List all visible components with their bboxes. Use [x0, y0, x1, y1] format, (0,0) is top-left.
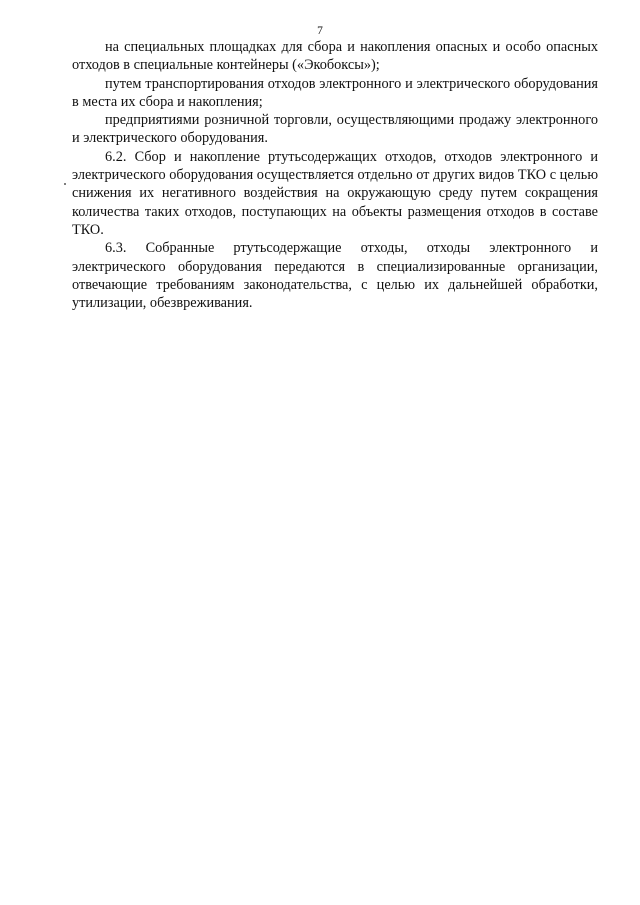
page-number: 7 — [317, 25, 323, 37]
document-body — [72, 38, 598, 312]
paragraph-retail: предприятиями розничной торговли, осуществляющими продажу электронного и электрического оборудования. — [72, 112, 598, 147]
paragraph-ecoboxes: на специальных площадках для сбора и накопления опасных и особо опасных отходов в специальные контейнеры («Экобоксы»); — [72, 39, 598, 74]
paragraph-6-3: 6.3. Собранные ртутьсодержащие отходы, отходы электронного и электрического оборудования передаются в специализированные организации, отвечающие требованиям законодательства, с целью их дальнейшей обработки, утилизации, обезвреживания. — [72, 240, 598, 312]
paragraph-transportation: путем транспортирования отходов электронного и электрического оборудования в места их сбора и накопления; — [72, 75, 598, 110]
margin-dot — [64, 183, 66, 185]
paragraph-6-2: 6.2. Сбор и накопление ртутьсодержащих отходов, отходов электронного и электрического оборудования осуществляется отдельно от других видов ТКО с целью снижения их негативного воздействия на окружающую среду путем сокращения количества таких отходов, поступающих на объекты размещения отходов в составе ТКО. — [72, 148, 598, 238]
